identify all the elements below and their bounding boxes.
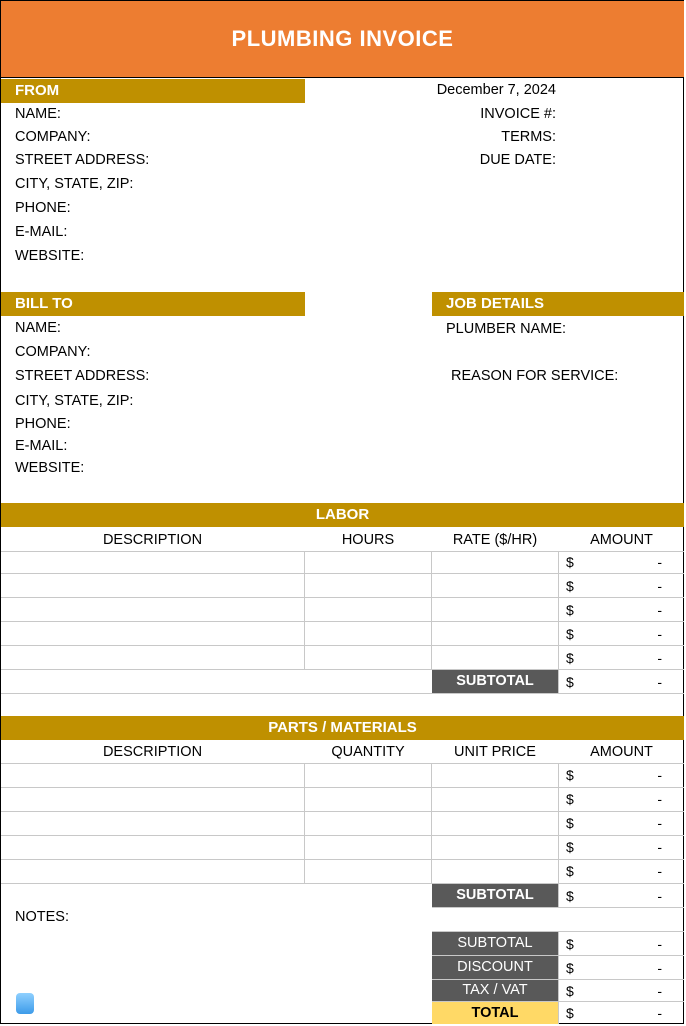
bill-to-header: BILL TO bbox=[1, 292, 305, 316]
parts-col-amount: AMOUNT bbox=[590, 744, 653, 760]
bill-company-label: COMPANY: bbox=[15, 344, 91, 360]
labor-col-hours: HOURS bbox=[341, 532, 395, 548]
currency-symbol: $ bbox=[566, 791, 574, 807]
amount-value: - bbox=[657, 839, 662, 855]
summary-tax-label: TAX / VAT bbox=[432, 980, 558, 1001]
summary-subtotal-label: SUBTOTAL bbox=[432, 932, 558, 955]
parts-amount-cell[interactable] bbox=[559, 787, 683, 811]
parts-amount-cell[interactable] bbox=[559, 811, 683, 835]
bill-phone-label: PHONE: bbox=[15, 416, 71, 432]
due-date-label: DUE DATE: bbox=[479, 152, 556, 168]
currency-symbol: $ bbox=[566, 650, 574, 666]
currency-symbol: $ bbox=[566, 815, 574, 831]
labor-amount-cell[interactable] bbox=[559, 646, 683, 670]
parts-header: PARTS / MATERIALS bbox=[1, 716, 684, 740]
summary-total-label: TOTAL bbox=[432, 1002, 558, 1024]
labor-col-rate: RATE ($/HR) bbox=[452, 532, 538, 548]
from-company-label: COMPANY: bbox=[15, 129, 91, 145]
currency-symbol: $ bbox=[566, 602, 574, 618]
labor-amount-cell[interactable] bbox=[559, 550, 683, 574]
amount-value: - bbox=[657, 936, 662, 952]
from-street-label: STREET ADDRESS: bbox=[15, 152, 150, 168]
currency-symbol: $ bbox=[566, 839, 574, 855]
currency-symbol: $ bbox=[566, 863, 574, 879]
labor-amount-cell[interactable] bbox=[559, 574, 683, 598]
labor-grid-line bbox=[431, 551, 432, 669]
amount-value: - bbox=[657, 863, 662, 879]
labor-amount-cell[interactable] bbox=[559, 622, 683, 646]
currency-symbol: $ bbox=[566, 960, 574, 976]
reason-for-service-label: REASON FOR SERVICE: bbox=[451, 368, 619, 384]
parts-col-quantity: QUANTITY bbox=[331, 744, 405, 760]
labor-amount-cell[interactable] bbox=[559, 598, 683, 622]
notes-label: NOTES: bbox=[15, 909, 69, 925]
from-phone-label: PHONE: bbox=[15, 200, 71, 216]
amount-value: - bbox=[657, 626, 662, 642]
amount-value: - bbox=[657, 578, 662, 594]
from-website-label: WEBSITE: bbox=[15, 248, 85, 264]
invoice-date[interactable]: December 7, 2024 bbox=[436, 82, 556, 98]
currency-symbol: $ bbox=[566, 936, 574, 952]
bill-website-label: WEBSITE: bbox=[15, 460, 85, 476]
from-header: FROM bbox=[1, 79, 305, 103]
currency-symbol: $ bbox=[566, 554, 574, 570]
from-name-label: NAME: bbox=[15, 106, 61, 122]
currency-symbol: $ bbox=[566, 767, 574, 783]
bill-name-label: NAME: bbox=[15, 320, 61, 336]
labor-col-description: DESCRIPTION bbox=[102, 532, 203, 548]
summary-subtotal-value bbox=[559, 932, 683, 956]
currency-symbol: $ bbox=[566, 578, 574, 594]
amount-value: - bbox=[657, 960, 662, 976]
currency-symbol: $ bbox=[566, 983, 574, 999]
currency-symbol: $ bbox=[566, 626, 574, 642]
parts-col-unit-price: UNIT PRICE bbox=[454, 744, 536, 760]
currency-symbol: $ bbox=[566, 674, 574, 690]
invoice-title: PLUMBING INVOICE bbox=[1, 1, 684, 78]
job-details-header: JOB DETAILS bbox=[432, 292, 684, 316]
labor-subtotal-label: SUBTOTAL bbox=[432, 670, 558, 693]
labor-col-amount: AMOUNT bbox=[590, 532, 653, 548]
bill-email-label: E-MAIL: bbox=[15, 438, 68, 454]
labor-subtotal-value bbox=[559, 670, 683, 694]
clipboard-icon[interactable] bbox=[16, 993, 34, 1014]
summary-total-value bbox=[559, 1001, 683, 1025]
from-city-label: CITY, STATE, ZIP: bbox=[15, 176, 134, 192]
parts-grid-line bbox=[431, 763, 432, 883]
currency-symbol: $ bbox=[566, 1005, 574, 1021]
from-email-label: E-MAIL: bbox=[15, 224, 68, 240]
currency-symbol: $ bbox=[566, 888, 574, 904]
parts-amount-cell[interactable] bbox=[559, 859, 683, 883]
summary-tax-value[interactable] bbox=[559, 979, 683, 1003]
amount-value: - bbox=[657, 554, 662, 570]
summary-discount-value[interactable] bbox=[559, 956, 683, 980]
invoice-number-label: INVOICE #: bbox=[480, 106, 556, 122]
summary-discount-label: DISCOUNT bbox=[432, 956, 558, 979]
labor-grid-line bbox=[304, 551, 305, 669]
parts-grid-line bbox=[304, 763, 305, 883]
parts-col-description: DESCRIPTION bbox=[102, 744, 203, 760]
parts-subtotal-value bbox=[559, 884, 683, 908]
amount-value: - bbox=[657, 602, 662, 618]
amount-value: - bbox=[657, 888, 662, 904]
labor-header: LABOR bbox=[1, 503, 684, 527]
amount-value: - bbox=[657, 791, 662, 807]
parts-amount-cell[interactable] bbox=[559, 763, 683, 787]
parts-amount-cell[interactable] bbox=[559, 835, 683, 859]
terms-label: TERMS: bbox=[501, 129, 556, 145]
amount-value: - bbox=[657, 767, 662, 783]
bill-city-label: CITY, STATE, ZIP: bbox=[15, 393, 134, 409]
amount-value: - bbox=[657, 983, 662, 999]
amount-value: - bbox=[657, 674, 662, 690]
amount-value: - bbox=[657, 650, 662, 666]
parts-subtotal-label: SUBTOTAL bbox=[432, 884, 558, 907]
amount-value: - bbox=[657, 815, 662, 831]
plumber-name-label: PLUMBER NAME: bbox=[446, 321, 567, 337]
bill-street-label: STREET ADDRESS: bbox=[15, 368, 150, 384]
amount-value: - bbox=[657, 1005, 662, 1021]
